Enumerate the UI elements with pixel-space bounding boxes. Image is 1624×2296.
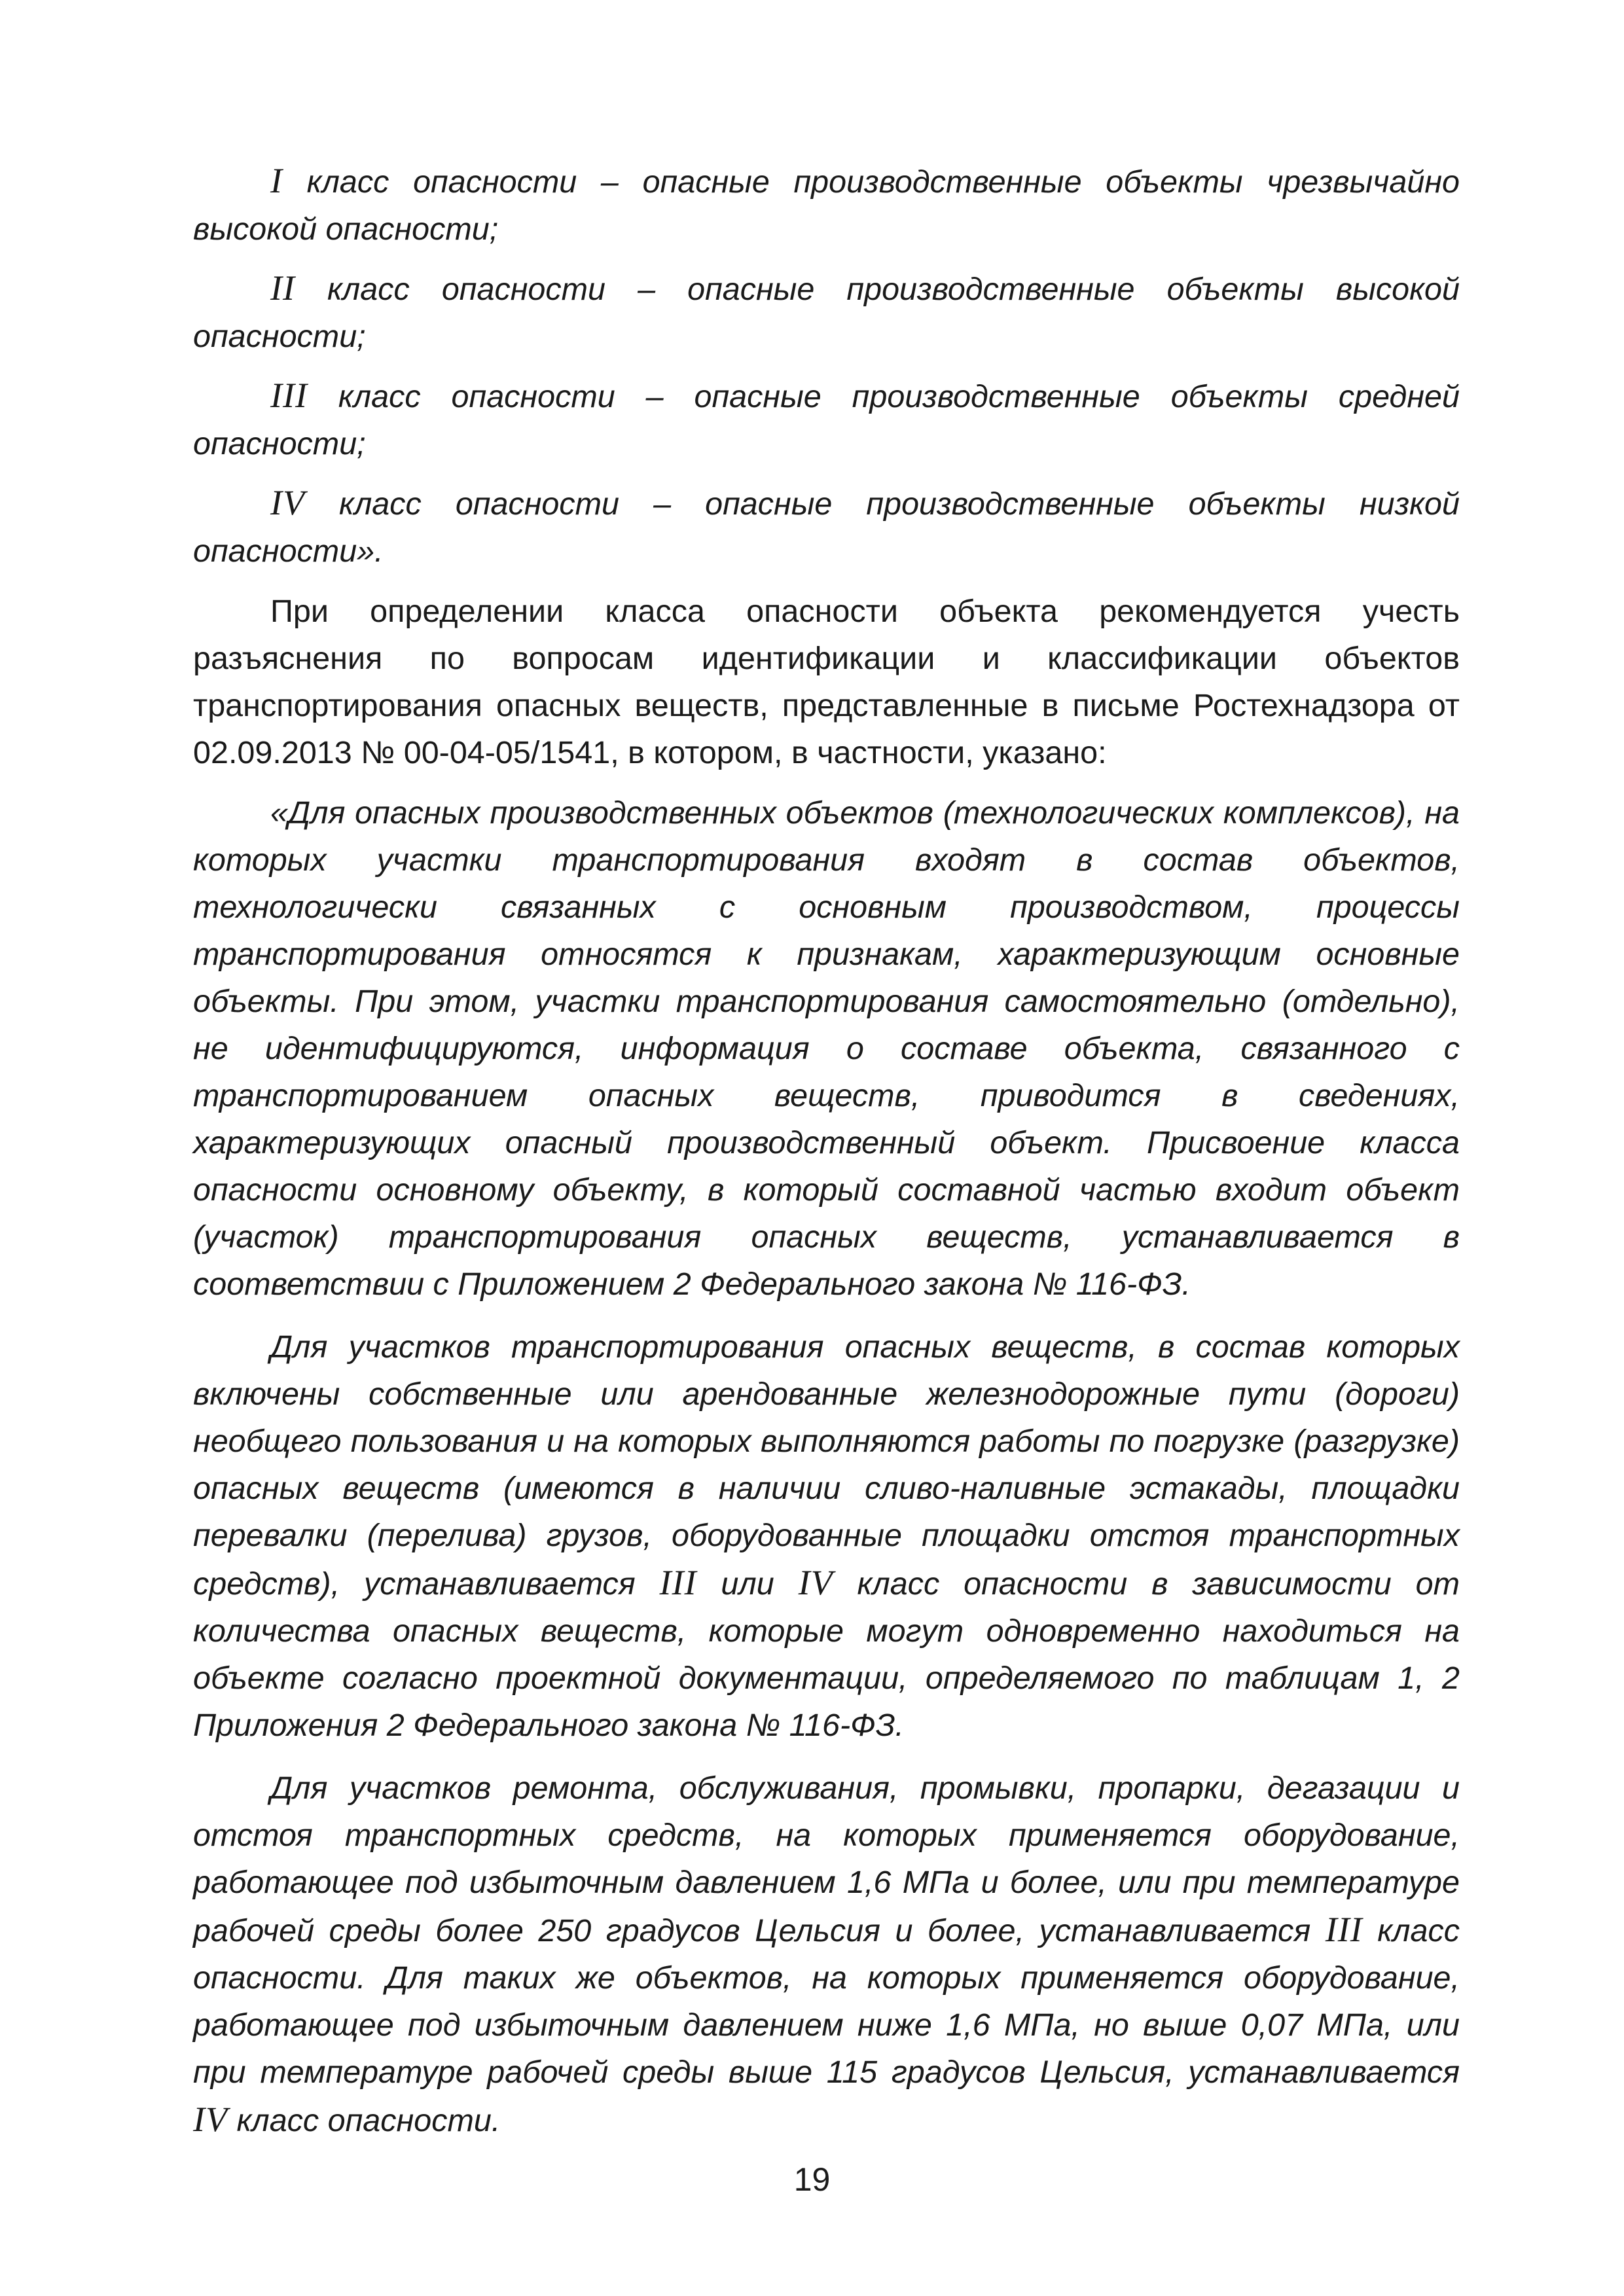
roman-numeral: IV xyxy=(798,1563,833,1602)
hazard-class-iv-item xyxy=(193,479,1460,575)
paragraph-text: Для участков транспортирования опасных веществ, в состав которых включены собственные или арендованные железнодорожные пути (дороги) необщего пользования и на которых выполняются работы по погрузке (разгрузке) опасных веществ (имеются в наличии сливо-наливные эстакады, площадки перевалки (перелива) грузов, оборудованные площадки отстоя транспортных средств), устанавливается xyxy=(193,1329,1460,1602)
page-number: 19 xyxy=(793,2161,831,2198)
paragraph-text: или xyxy=(696,1566,799,1602)
paragraph-text: класс опасности. Для таких же объектов, на которых применяется оборудование, работающее под избыточным давлением ниже 1,6 МПа, но выше 0,07 МПа, или при температуре рабочей среды выше 115 градусов Цельсия, устанавливается xyxy=(193,1913,1460,2090)
hazard-class-text: класс опасности – опасные производственные объекты чрезвычайно высокой опасности; xyxy=(193,164,1460,247)
paragraph-text: Для участков ремонта, обслуживания, промывки, пропарки, дегазации и отстоя транспортных средств, на которых применяется оборудование, работающее под избыточным давлением 1,6 МПа и более, или при температуре рабочей среды более 250 градусов Цельсия и более, устанавливается xyxy=(193,1770,1460,1948)
roman-numeral: III xyxy=(1325,1910,1363,1949)
roman-numeral: I xyxy=(270,161,283,200)
hazard-class-text: класс опасности – опасные производственные объекты низкой опасности». xyxy=(193,486,1460,569)
paragraph-text: класс опасности в зависимости от количества опасных веществ, которые могут одновременно находиться на объекте согласно проектной документации, определяемого по таблицам 1, 2 Приложения 2 Федерального закона № 116-ФЗ. xyxy=(193,1566,1460,1743)
page-content xyxy=(193,157,1460,2144)
roman-numeral: IV xyxy=(270,483,305,522)
paragraph-text: класс опасности. xyxy=(227,2103,501,2138)
roman-numeral: III xyxy=(270,376,308,415)
hazard-class-i-item xyxy=(193,157,1460,253)
hazard-class-text: класс опасности – опасные производственные объекты средней опасности; xyxy=(193,379,1460,461)
roman-numeral: III xyxy=(659,1563,697,1602)
roman-numeral: II xyxy=(270,268,295,308)
quote-paragraph-2 xyxy=(193,1323,1460,1749)
hazard-class-iii-item xyxy=(193,372,1460,467)
quote-paragraph-1: «Для опасных производственных объектов (технологических комплексов), на которых участки транспортирования входят в состав объектов, технологически связанных с основным производством, процессы транспортирования относятся к признакам, характеризующим основные объекты. При этом, участки транспортирования самостоятельно (отдельно), не идентифицируются, информация о составе объекта, связанного с транспортированием опасных веществ, приводится в сведениях, характеризующих опасный производственный объект. Присвоение класса опасности основному объекту, в который составной частью входит объект (участок) транспортирования опасных веществ, устанавливается в соответствии с Приложением 2 Федерального закона № 116-ФЗ. xyxy=(193,795,1460,1302)
hazard-class-ii-item xyxy=(193,264,1460,360)
quote-paragraph-3 xyxy=(193,1765,1460,2144)
hazard-class-text: класс опасности – опасные производственные объекты высокой опасности; xyxy=(193,272,1460,354)
intro-paragraph: При определении класса опасности объекта рекомендуется учесть разъяснения по вопросам идентификации и классификации объектов транспортирования опасных веществ, представленные в письме Ростехнадзора от 02.09.2013 № 00-04-05/1541, в котором, в частности, указано: xyxy=(193,594,1460,770)
roman-numeral: IV xyxy=(193,2100,228,2139)
